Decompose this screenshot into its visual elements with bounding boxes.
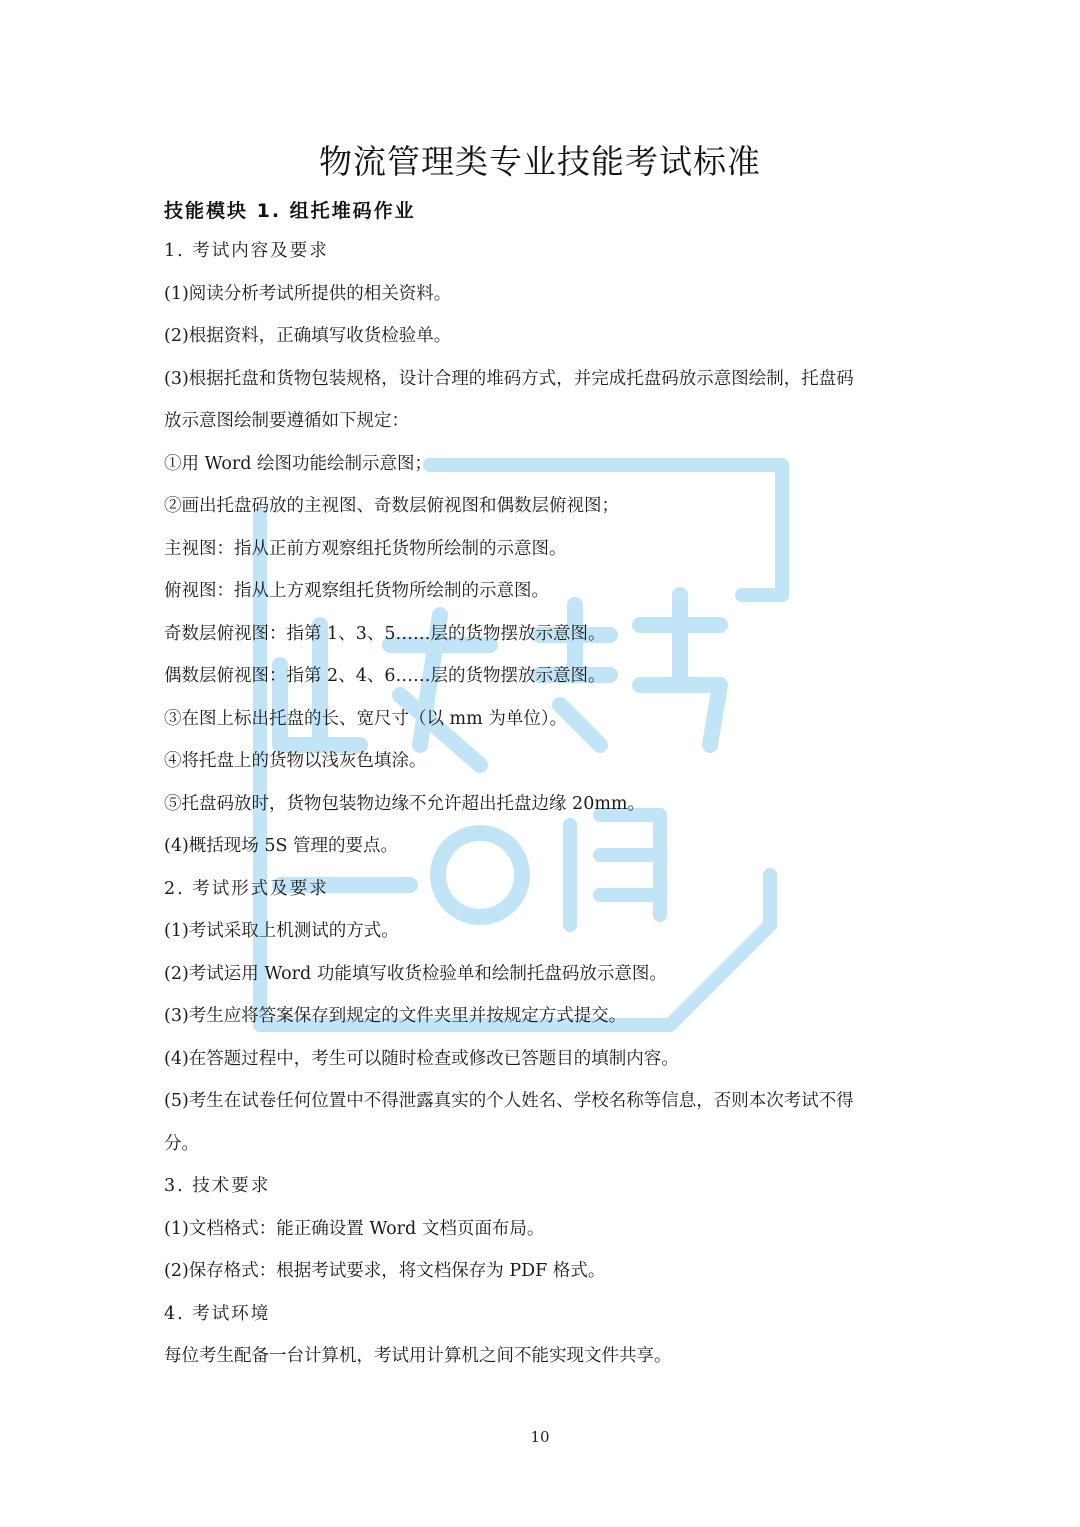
body-line: (4)在答题过程中，考生可以随时检查或修改已答题目的填制内容。	[164, 1048, 679, 1069]
body-line: (2)根据资料，正确填写收货检验单。	[164, 326, 452, 346]
body-line: 俯视图：指从上方观察组托货物所绘制的示意图。	[164, 581, 549, 601]
section-heading: 2. 考试形式及要求	[164, 878, 329, 899]
body-line: ④将托盘上的货物以浅灰色填涂。	[164, 751, 427, 771]
body-line: 分。	[164, 1133, 199, 1154]
body-line: (3)根据托盘和货物包装规格，设计合理的堆码方式，并完成托盘码放示意图绘制，托盘码	[164, 368, 854, 389]
document-title: 物流管理类专业技能考试标准	[319, 142, 761, 181]
body-line: 奇数层俯视图：指第 1、3、5……层的货物摆放示意图。	[164, 623, 606, 644]
body-line: 每位考生配备一台计算机，考试用计算机之间不能实现文件共享。	[164, 1346, 672, 1366]
section-heading: 1. 考试内容及要求	[164, 241, 329, 261]
module-heading: 技能模块 1. 组托堆码作业	[164, 200, 416, 222]
body-line: (1)考试采取上机测试的方式。	[164, 921, 399, 941]
body-line: (1)阅读分析考试所提供的相关资料。	[164, 283, 452, 304]
section-heading: 3. 技术要求	[164, 1176, 271, 1196]
body-line: (1)文档格式：能正确设置 Word 文档页面布局。	[164, 1218, 545, 1239]
page-number: 10	[530, 1428, 550, 1446]
body-line: 偶数层俯视图：指第 2、4、6……层的货物摆放示意图。	[164, 666, 606, 686]
body-line: ③在图上标出托盘的长、宽尺寸（以 mm 为单位）。	[164, 708, 568, 729]
section-heading: 4. 考试环境	[164, 1303, 271, 1324]
body-line: 放示意图绘制要遵循如下规定：	[164, 411, 409, 431]
body-line: (3)考生应将答案保存到规定的文件夹里并按规定方式提交。	[164, 1006, 627, 1026]
body-line: (4)概括现场 5S 管理的要点。	[164, 836, 399, 856]
body-line: (5)考生在试卷任何位置中不得泄露真实的个人姓名、学校名称等信息，否则本次考试不得	[164, 1091, 854, 1111]
body-line: ①用 Word 绘图功能绘制示意图；	[164, 453, 433, 474]
body-line: ⑤托盘码放时，货物包装物边缘不允许超出托盘边缘 20mm。	[164, 793, 646, 814]
body-line: ②画出托盘码放的主视图、奇数层俯视图和偶数层俯视图；	[164, 496, 619, 516]
body-line: 主视图：指从正前方观察组托货物所绘制的示意图。	[164, 538, 567, 559]
body-line: (2)保存格式：根据考试要求，将文档保存为 PDF 格式。	[164, 1261, 606, 1281]
document-body	[164, 230, 934, 1378]
body-line: (2)考试运用 Word 功能填写收货检验单和绘制托盘码放示意图。	[164, 963, 667, 984]
